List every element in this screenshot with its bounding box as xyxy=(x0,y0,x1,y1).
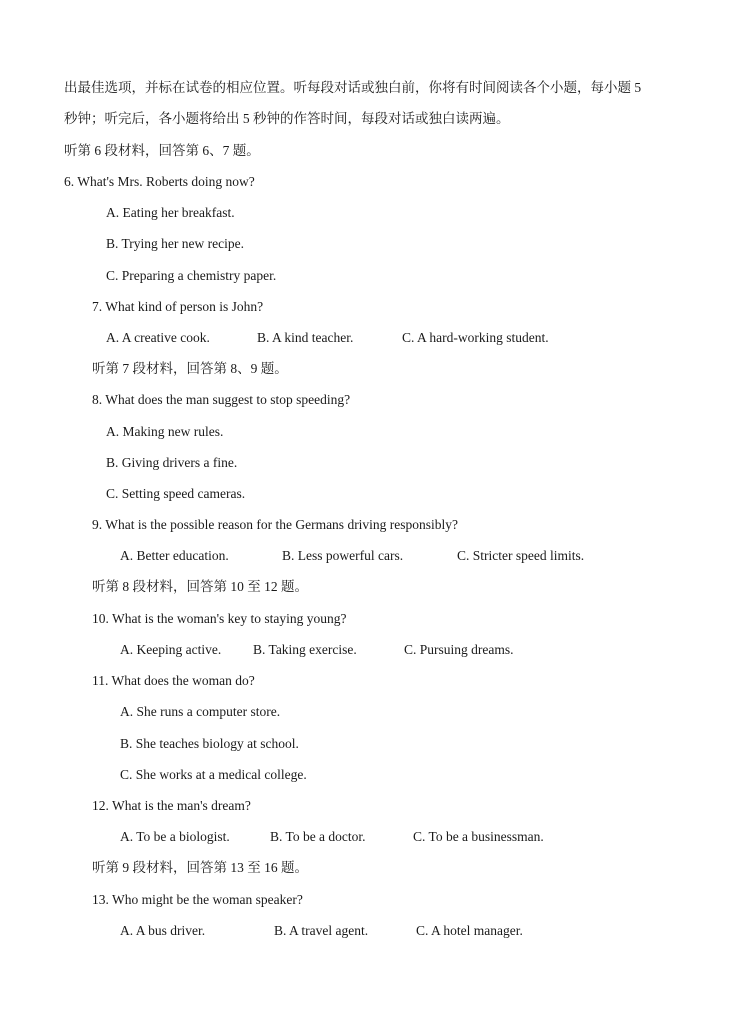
question-6-option-c[interactable]: C. Preparing a chemistry paper. xyxy=(106,268,277,283)
question-9-option-b[interactable]: B. Less powerful cars. xyxy=(282,548,404,563)
section-header-6: 听第 6 段材料，回答第 6、7 题。 xyxy=(64,143,260,158)
question-12-stem: 12. What is the man's dream? xyxy=(92,798,251,813)
question-13-option-a[interactable]: A. A bus driver. xyxy=(120,923,206,938)
section-header-8: 听第 8 段材料，回答第 10 至 12 题。 xyxy=(92,579,308,594)
question-10-stem: 10. What is the woman's key to staying young? xyxy=(92,611,347,626)
question-7-option-b[interactable]: B. A kind teacher. xyxy=(257,330,354,345)
question-9-stem: 9. What is the possible reason for the Germans driving responsibly? xyxy=(92,517,459,532)
question-13-option-b[interactable]: B. A travel agent. xyxy=(274,923,369,938)
instruction-line-1: 出最佳选项，并标在试卷的相应位置。听每段对话或独白前，你将有时间阅读各个小题，每小题 5 xyxy=(64,80,642,95)
question-9-option-a[interactable]: A. Better education. xyxy=(120,548,229,563)
question-6-option-b[interactable]: B. Trying her new recipe. xyxy=(106,236,244,251)
question-13-option-c[interactable]: C. A hotel manager. xyxy=(416,923,523,938)
section-header-7: 听第 7 段材料，回答第 8、9 题。 xyxy=(92,361,288,376)
question-11-option-c[interactable]: C. She works at a medical college. xyxy=(120,767,307,782)
question-8-option-c[interactable]: C. Setting speed cameras. xyxy=(106,486,246,501)
question-11-stem: 11. What does the woman do? xyxy=(92,673,255,688)
question-7-option-c[interactable]: C. A hard-working student. xyxy=(402,330,549,345)
question-10-option-a[interactable]: A. Keeping active. xyxy=(120,642,222,657)
question-10-option-b[interactable]: B. Taking exercise. xyxy=(253,642,357,657)
question-6-option-a[interactable]: A. Eating her breakfast. xyxy=(106,205,235,220)
question-12-option-a[interactable]: A. To be a biologist. xyxy=(120,829,230,844)
question-8-stem: 8. What does the man suggest to stop speeding? xyxy=(92,392,351,407)
question-10-option-c[interactable]: C. Pursuing dreams. xyxy=(404,642,514,657)
question-11-option-a[interactable]: A. She runs a computer store. xyxy=(120,704,281,719)
section-header-9: 听第 9 段材料，回答第 13 至 16 题。 xyxy=(92,860,308,875)
question-12-option-c[interactable]: C. To be a businessman. xyxy=(413,829,544,844)
question-12-option-b[interactable]: B. To be a doctor. xyxy=(270,829,366,844)
question-13-stem: 13. Who might be the woman speaker? xyxy=(92,892,303,907)
question-7-option-a[interactable]: A. A creative cook. xyxy=(106,330,210,345)
question-9-option-c[interactable]: C. Stricter speed limits. xyxy=(457,548,585,563)
question-8-option-b[interactable]: B. Giving drivers a fine. xyxy=(106,455,238,470)
question-11-option-b[interactable]: B. She teaches biology at school. xyxy=(120,736,299,751)
question-6-stem: 6. What's Mrs. Roberts doing now? xyxy=(64,174,255,189)
question-7-stem: 7. What kind of person is John? xyxy=(92,299,264,314)
instruction-line-2: 秒钟；听完后，各小题将给出 5 秒钟的作答时间，每段对话或独白读两遍。 xyxy=(64,111,510,126)
question-8-option-a[interactable]: A. Making new rules. xyxy=(106,424,224,439)
